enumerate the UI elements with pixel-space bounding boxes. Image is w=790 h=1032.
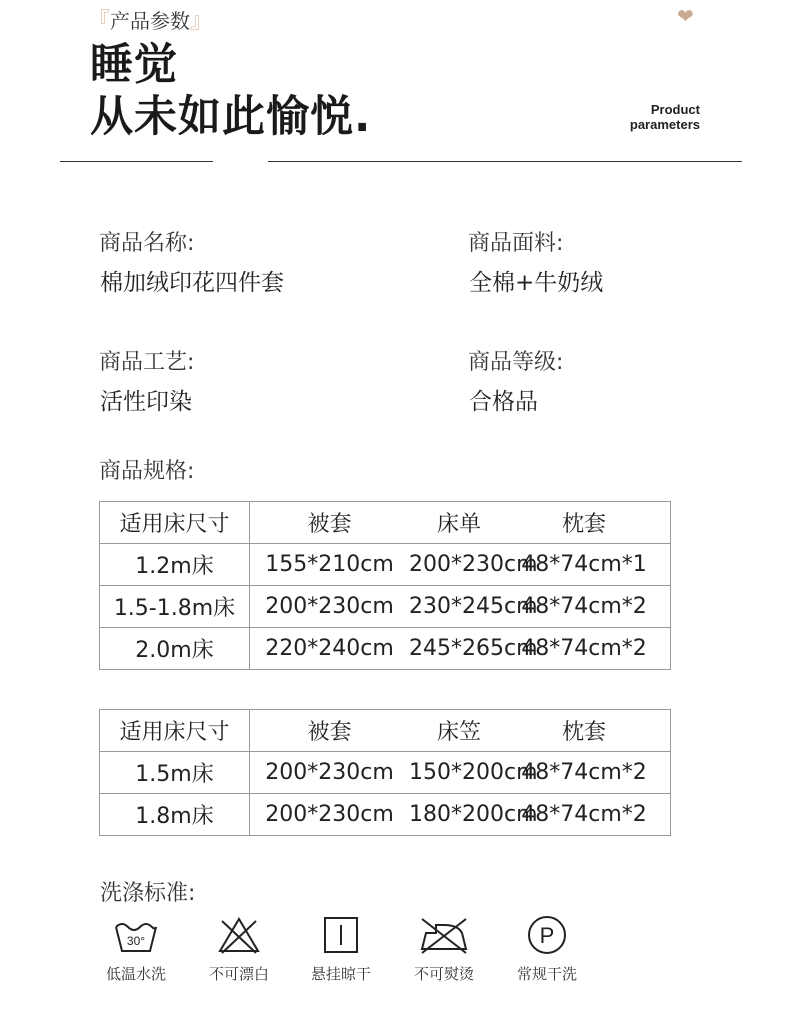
divider-left: [60, 161, 213, 162]
table-header-cell: 床笠: [436, 720, 481, 745]
table-row-group: [250, 752, 671, 794]
table-cell: 150*200cm: [409, 760, 538, 785]
care-label: 悬挂晾干: [310, 965, 371, 983]
table-cell: 155*210cm: [265, 552, 394, 577]
hang-dry-icon: [318, 915, 364, 955]
care-label: 不可漂白: [208, 965, 269, 983]
table-row: [100, 794, 671, 836]
table-row-group: [250, 544, 671, 586]
care-label: 常规干洗: [516, 965, 577, 983]
table-cell: 220*240cm: [265, 636, 394, 661]
table-header-row: [100, 502, 671, 544]
table-header-group: [250, 502, 671, 544]
table-row-group: [250, 628, 671, 670]
table-cell: 48*74cm*2: [521, 802, 647, 827]
grade-value: 合格品: [469, 389, 538, 415]
table-row-group: [250, 794, 671, 836]
grade-label: 商品等级:: [468, 350, 564, 375]
table-cell: 245*265cm: [409, 636, 538, 661]
no-bleach-icon: [216, 915, 262, 955]
table-header-cell: 枕套: [561, 512, 606, 537]
craft-value: 活性印染: [100, 389, 192, 415]
table-row-group: [250, 586, 671, 628]
title-line-2: 从未如此愉悦.: [90, 92, 372, 142]
table-cell: 230*245cm: [409, 594, 538, 619]
spec-table-1: [99, 501, 671, 670]
table-header-cell: 被套: [307, 720, 352, 745]
english-subtitle-line-2: parameters: [629, 117, 700, 132]
table-cell: 2.0m床: [100, 628, 250, 670]
divider-right: [268, 161, 742, 162]
dry-clean-letter: P: [539, 923, 555, 948]
care-item-dryclean: [502, 915, 592, 984]
table-cell: 1.2m床: [100, 544, 250, 586]
wash-30-icon: [113, 915, 159, 955]
table-cell: 48*74cm*1: [521, 552, 647, 577]
care-item-hang: [296, 915, 386, 984]
care-item-wash: [91, 915, 181, 984]
table-cell: 200*230cm: [265, 594, 394, 619]
table-header-cell: 床单: [436, 512, 481, 537]
no-iron-icon: [418, 915, 470, 955]
table-cell: 200*230cm: [409, 552, 538, 577]
tag-bracket-close: 』: [190, 9, 213, 34]
table-header-cell: 适用床尺寸: [100, 502, 250, 544]
table-cell: 48*74cm*2: [521, 594, 647, 619]
table-header-cell: 被套: [307, 512, 352, 537]
wash-temp: 30°: [126, 934, 146, 948]
name-label: 商品名称:: [99, 231, 195, 256]
table-header-group: [250, 710, 671, 752]
heart-icon: ❤: [677, 4, 694, 28]
care-title: 洗涤标准:: [100, 881, 196, 906]
english-subtitle-line-1: Product: [650, 102, 700, 117]
spec-label: 商品规格:: [99, 459, 195, 484]
spec-table-2: [99, 709, 671, 836]
table-cell: 200*230cm: [265, 760, 394, 785]
table-header-cell: 适用床尺寸: [100, 710, 250, 752]
name-value: 棉加绒印花四件套: [100, 270, 284, 296]
tag-text: 产品参数: [110, 9, 191, 33]
care-item-iron: [399, 915, 489, 984]
table-header-cell: 枕套: [561, 720, 606, 745]
table-header-row: [100, 710, 671, 752]
care-label: 不可熨烫: [413, 965, 474, 983]
care-item-bleach: [194, 915, 284, 984]
table-cell: 200*230cm: [265, 802, 394, 827]
table-row: [100, 752, 671, 794]
english-subtitle: [560, 102, 700, 132]
craft-label: 商品工艺:: [99, 350, 195, 375]
fabric-value: 全棉+牛奶绒: [469, 270, 604, 296]
care-label: 低温水洗: [105, 965, 166, 983]
table-cell: 180*200cm: [409, 802, 538, 827]
table-row: [100, 586, 671, 628]
table-cell: 1.8m床: [100, 794, 250, 836]
table-cell: 48*74cm*2: [521, 636, 647, 661]
title-line-1: 睡觉: [90, 40, 178, 90]
fabric-label: 商品面料:: [468, 231, 564, 256]
dry-clean-icon: [524, 915, 570, 955]
section-tag: [88, 4, 212, 35]
table-cell: 1.5-1.8m床: [100, 586, 250, 628]
table-cell: 48*74cm*2: [521, 760, 647, 785]
table-row: [100, 544, 671, 586]
tag-bracket-open: 『: [88, 9, 111, 34]
table-cell: 1.5m床: [100, 752, 250, 794]
table-row: [100, 628, 671, 670]
